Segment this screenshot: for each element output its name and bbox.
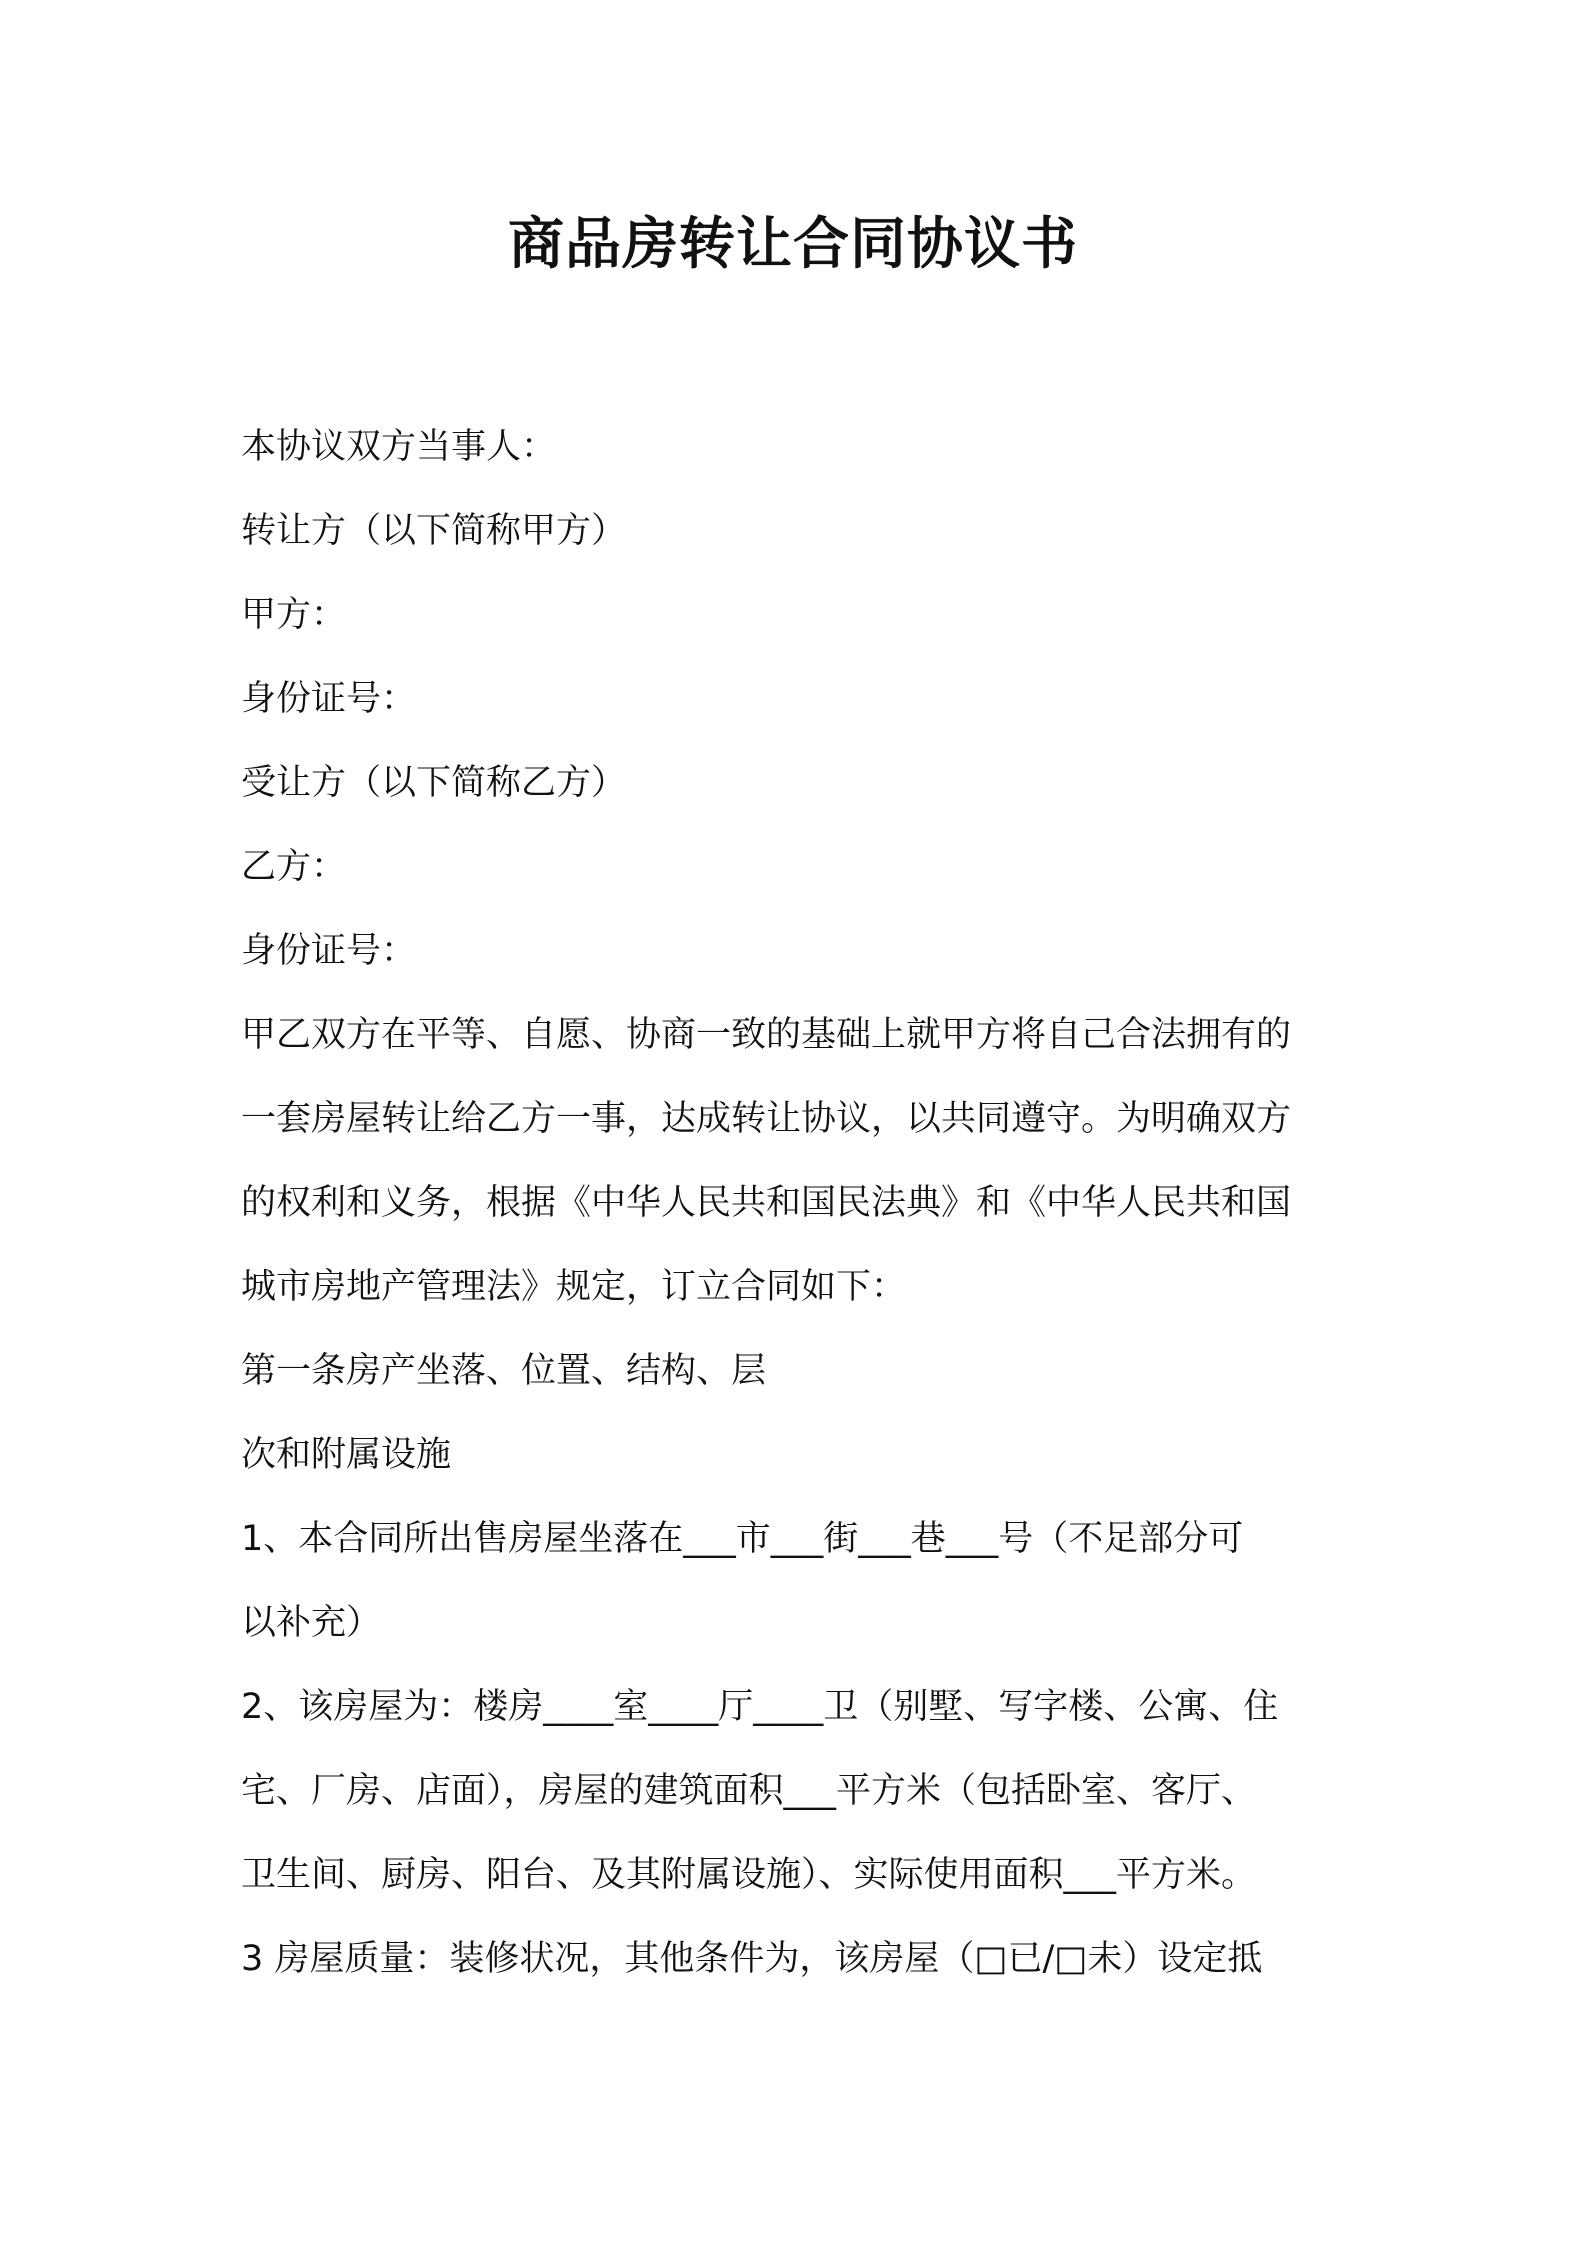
paragraph-line: 一套房屋转让给乙方一事，达成转让协议，以共同遵守。为明确双方 xyxy=(241,1099,1292,1139)
paragraph-line: 身份证号： xyxy=(241,931,417,971)
paragraph-line: 甲乙双方在平等、自愿、协商一致的基础上就甲方将自己合法拥有的 xyxy=(241,1015,1292,1055)
paragraph-line: 身份证号： xyxy=(241,679,417,719)
document-title: 商品房转让合同协议书 xyxy=(508,212,1078,277)
paragraph-line: 甲方： xyxy=(241,595,347,635)
paragraph-line: 宅、厂房、店面），房屋的建筑面积___平方米（包括卧室、客厅、 xyxy=(241,1771,1257,1811)
paragraph-line: 卫生间、厨房、阳台、及其附属设施）、实际使用面积___平方米。 xyxy=(241,1855,1257,1895)
paragraph-line: 本协议双方当事人： xyxy=(241,427,557,467)
document-body xyxy=(241,405,1351,2001)
paragraph-line: 第一条房产坐落、位置、结构、层 xyxy=(241,1351,767,1391)
paragraph-line: 乙方： xyxy=(241,847,347,887)
paragraph-line: 的权利和义务，根据《中华人民共和国民法典》和《中华人民共和国 xyxy=(241,1183,1292,1223)
paragraph-line: 2、该房屋为：楼房____室____厅____卫（别墅、写字楼、公寓、住 xyxy=(241,1687,1279,1727)
paragraph-line: 转让方（以下简称甲方） xyxy=(241,511,627,551)
paragraph-line: 3 房屋质量：装修状况，其他条件为，该房屋（□已/□未）设定抵 xyxy=(241,1939,1263,1979)
paragraph-line: 次和附属设施 xyxy=(241,1435,452,1475)
paragraph-line: 受让方（以下简称乙方） xyxy=(241,763,627,803)
paragraph-line: 1、本合同所出售房屋坐落在___市___街___巷___号（不足部分可 xyxy=(241,1519,1244,1559)
paragraph-line: 城市房地产管理法》规定，订立合同如下： xyxy=(241,1267,907,1307)
paragraph-line: 以补充） xyxy=(241,1603,382,1643)
